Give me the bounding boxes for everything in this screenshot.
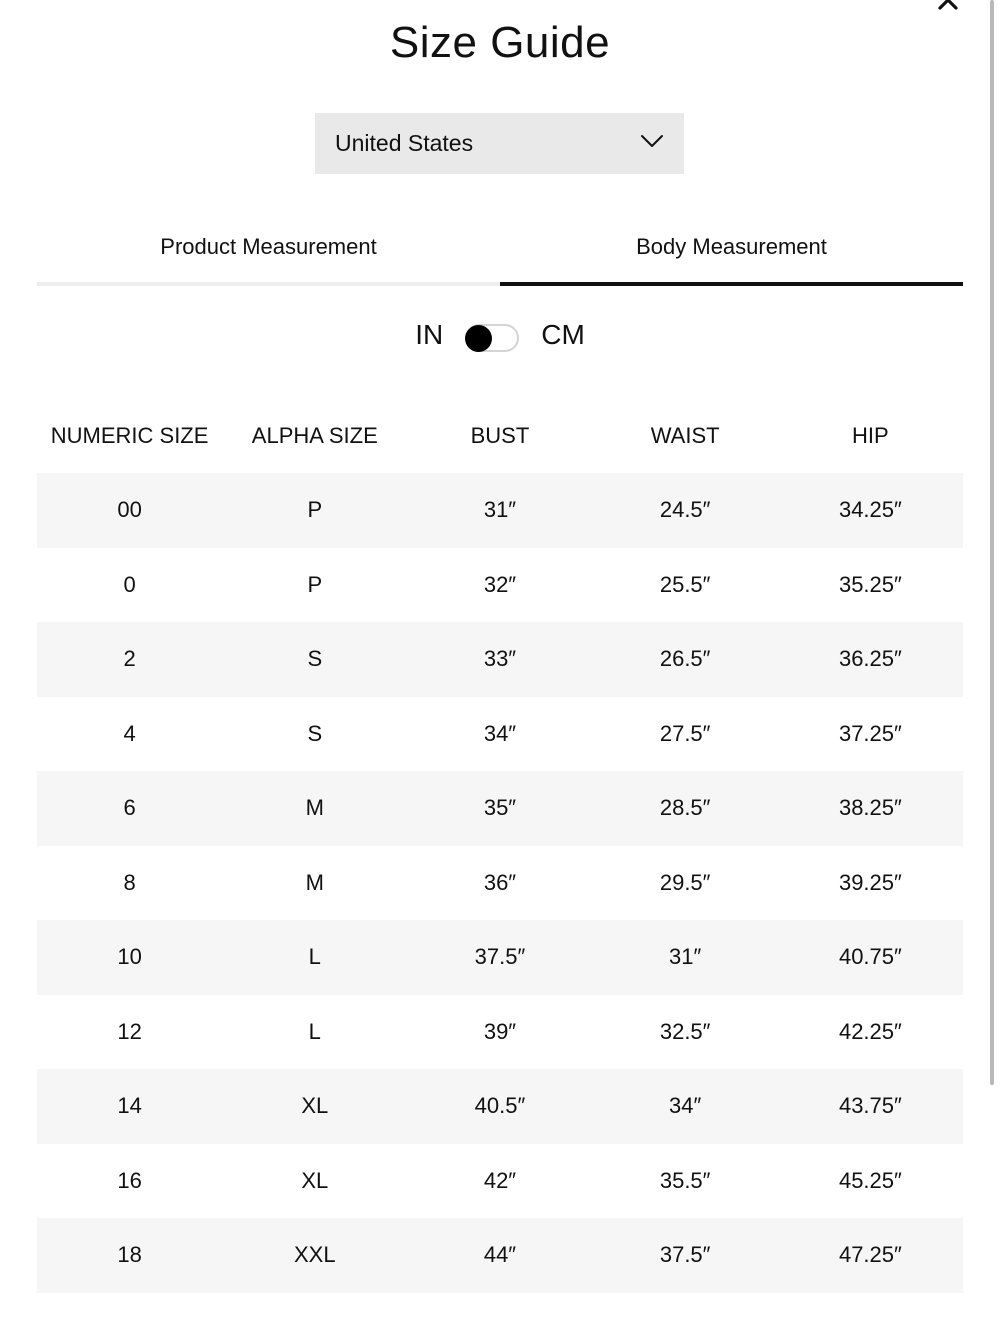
cell-alpha-size: XXL	[222, 1218, 407, 1293]
cell-alpha-size: S	[222, 622, 407, 697]
cell-numeric-size: 6	[37, 771, 222, 846]
unit-toggle	[0, 318, 1000, 352]
cell-waist: 31″	[593, 920, 778, 995]
cell-alpha-size: P	[307, 571, 323, 597]
column-header-numeric-size: NUMERIC SIZE	[50, 422, 209, 448]
cell-waist: 27.5″	[659, 720, 711, 746]
cell-waist: 24.5″	[593, 473, 778, 548]
tab-label: Body Measurement	[636, 234, 827, 259]
cell-waist: 32.5″	[659, 1018, 711, 1044]
table-row	[37, 920, 963, 995]
cell-hip: 42.25″	[838, 1018, 902, 1044]
cell-alpha-size: L	[222, 920, 407, 995]
cell-bust: 40.5″	[407, 1069, 592, 1144]
cell-bust: 36″	[483, 869, 517, 895]
tab-body-measurement[interactable]	[500, 218, 963, 286]
table-row	[37, 1069, 963, 1144]
cell-numeric-size: 2	[37, 622, 222, 697]
table-row	[37, 1218, 963, 1293]
cell-waist: 37.5″	[593, 1218, 778, 1293]
cell-waist: 26.5″	[593, 622, 778, 697]
cell-numeric-size: 16	[117, 1167, 142, 1193]
cell-alpha-size: P	[222, 473, 407, 548]
column-header-waist: WAIST	[650, 422, 720, 448]
cell-numeric-size: 00	[37, 473, 222, 548]
cell-hip: 37.25″	[838, 720, 902, 746]
cell-waist: 28.5″	[593, 771, 778, 846]
table-header-row	[37, 398, 963, 473]
table-row	[37, 622, 963, 697]
table-row	[37, 697, 963, 772]
cell-hip: 43.75″	[778, 1069, 963, 1144]
country-select-value: United States	[335, 130, 474, 156]
cell-numeric-size: 12	[117, 1018, 142, 1044]
measurement-tabs	[37, 218, 963, 286]
cell-alpha-size: M	[222, 771, 407, 846]
close-button[interactable]	[936, 0, 960, 12]
cell-numeric-size: 14	[37, 1069, 222, 1144]
table-row	[37, 846, 963, 921]
cell-hip: 34.25″	[778, 473, 963, 548]
cell-hip: 39.25″	[838, 869, 902, 895]
modal-title: Size Guide	[389, 18, 611, 67]
unit-label-in[interactable]: IN	[415, 319, 444, 350]
close-icon[interactable]	[936, 0, 960, 12]
cell-hip: 47.25″	[778, 1218, 963, 1293]
cell-hip: 45.25″	[838, 1167, 902, 1193]
table-row	[37, 995, 963, 1070]
tab-label: Product Measurement	[160, 234, 377, 259]
cell-hip: 36.25″	[778, 622, 963, 697]
table-row	[37, 473, 963, 548]
table-row	[37, 548, 963, 623]
unit-switch[interactable]	[465, 324, 519, 352]
scrollbar[interactable]	[990, 0, 994, 1085]
cell-waist: 25.5″	[659, 571, 711, 597]
column-header-bust: BUST	[470, 422, 530, 448]
chevron-down-icon	[640, 134, 664, 153]
cell-bust: 33″	[407, 622, 592, 697]
switch-knob	[465, 325, 492, 352]
cell-bust: 32″	[483, 571, 517, 597]
cell-alpha-size: L	[308, 1018, 321, 1044]
cell-bust: 34″	[483, 720, 517, 746]
size-table	[37, 398, 963, 1293]
cell-bust: 37.5″	[407, 920, 592, 995]
table-row	[37, 771, 963, 846]
cell-waist: 34″	[593, 1069, 778, 1144]
cell-numeric-size: 4	[123, 720, 136, 746]
cell-hip: 38.25″	[778, 771, 963, 846]
unit-label-cm[interactable]: CM	[541, 319, 585, 350]
column-header-hip: HIP	[852, 422, 889, 448]
cell-bust: 35″	[407, 771, 592, 846]
cell-waist: 35.5″	[659, 1167, 711, 1193]
cell-alpha-size: XL	[222, 1069, 407, 1144]
column-header-alpha-size: ALPHA SIZE	[251, 422, 378, 448]
cell-waist: 29.5″	[659, 869, 711, 895]
cell-numeric-size: 18	[37, 1218, 222, 1293]
cell-numeric-size: 8	[123, 869, 136, 895]
cell-alpha-size: M	[305, 869, 324, 895]
cell-alpha-size: S	[307, 720, 323, 746]
cell-hip: 40.75″	[778, 920, 963, 995]
cell-bust: 44″	[407, 1218, 592, 1293]
cell-numeric-size: 0	[123, 571, 136, 597]
country-select[interactable]	[315, 113, 684, 174]
cell-alpha-size: XL	[301, 1167, 329, 1193]
cell-hip: 35.25″	[838, 571, 902, 597]
cell-numeric-size: 10	[37, 920, 222, 995]
cell-bust: 42″	[483, 1167, 517, 1193]
cell-bust: 39″	[483, 1018, 517, 1044]
tab-product-measurement[interactable]	[37, 218, 500, 286]
cell-bust: 31″	[407, 473, 592, 548]
table-row	[37, 1144, 963, 1219]
